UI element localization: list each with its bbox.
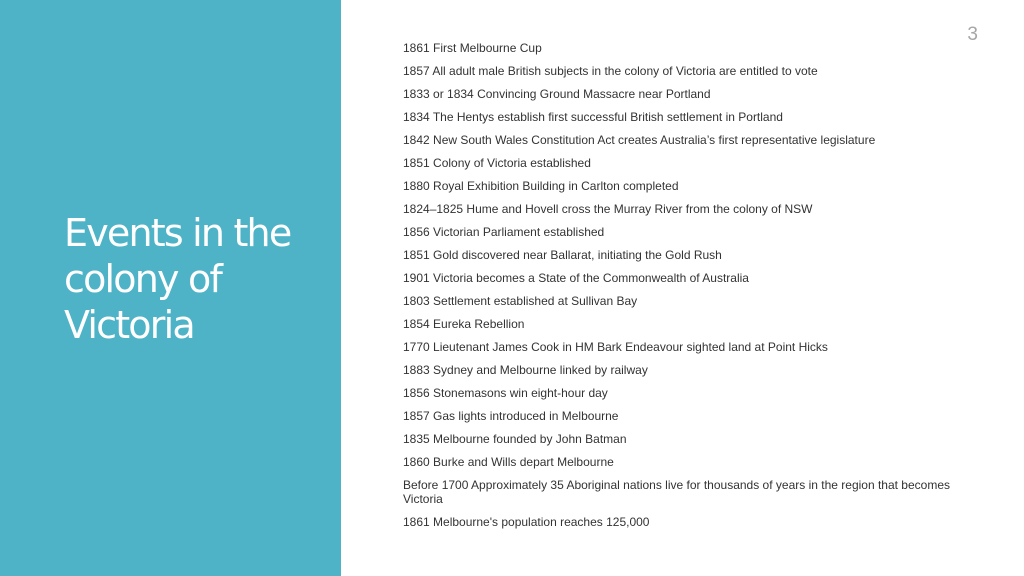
- event-item: 1835 Melbourne founded by John Batman: [403, 432, 627, 446]
- event-item: 1834 The Hentys establish first successful British settlement in Portland: [403, 110, 783, 124]
- event-list: [403, 41, 963, 538]
- event-item: 1842 New South Wales Constitution Act creates Australia’s first representative legislature: [403, 133, 876, 147]
- event-item: 1901 Victoria becomes a State of the Commonwealth of Australia: [403, 271, 749, 285]
- event-item: 1861 Melbourne's population reaches 125,000: [403, 515, 650, 529]
- slide-number: 3: [967, 24, 978, 45]
- slide-title-line-2: colony of: [64, 257, 222, 301]
- slide-title-line-3: Victoria: [64, 303, 194, 347]
- event-item: 1803 Settlement established at Sullivan Bay: [403, 294, 638, 308]
- event-item: 1856 Victorian Parliament established: [403, 225, 605, 239]
- title-side-panel: [0, 0, 341, 576]
- event-item: 1857 All adult male British subjects in the colony of Victoria are entitled to vote: [403, 64, 818, 78]
- event-item: 1860 Burke and Wills depart Melbourne: [403, 455, 614, 469]
- event-item: 1770 Lieutenant James Cook in HM Bark Endeavour sighted land at Point Hicks: [403, 340, 828, 354]
- event-item: Before 1700 Approximately 35 Aboriginal nations live for thousands of years in the region that becomes Victoria: [403, 478, 951, 506]
- slide-title: [64, 210, 324, 348]
- event-item: 1856 Stonemasons win eight-hour day: [403, 386, 608, 400]
- event-item: 1880 Royal Exhibition Building in Carlton completed: [403, 179, 679, 193]
- event-item: 1854 Eureka Rebellion: [403, 317, 525, 331]
- slide-title-line-1: Events in the: [64, 211, 291, 255]
- event-item: 1857 Gas lights introduced in Melbourne: [403, 409, 619, 423]
- event-item: 1851 Colony of Victoria established: [403, 156, 591, 170]
- event-item: 1833 or 1834 Convincing Ground Massacre near Portland: [403, 87, 711, 101]
- event-item: 1851 Gold discovered near Ballarat, initiating the Gold Rush: [403, 248, 722, 262]
- event-item: 1824–1825 Hume and Hovell cross the Murray River from the colony of NSW: [403, 202, 813, 216]
- event-item: 1883 Sydney and Melbourne linked by railway: [403, 363, 648, 377]
- event-item: 1861 First Melbourne Cup: [403, 41, 542, 55]
